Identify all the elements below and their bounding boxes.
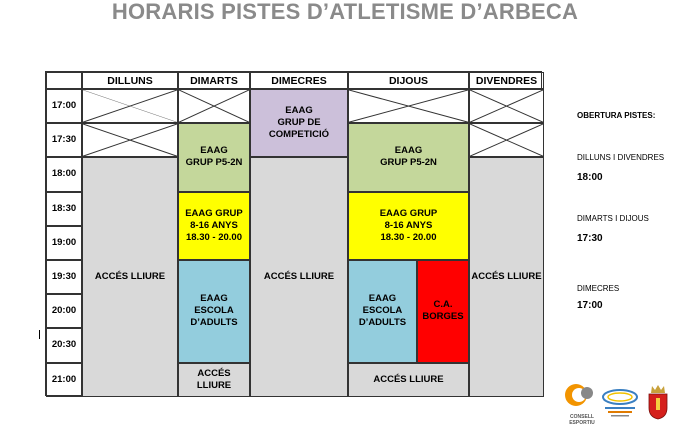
opening-days: DILLUNS I DIVENDRES	[577, 153, 665, 162]
time-label: 17:30	[46, 123, 82, 157]
club-borges-block: C.A. BORGES	[417, 260, 469, 363]
youth-group-block: EAAG GRUP 8-16 ANYS 18.30 - 20.00	[348, 192, 469, 260]
free-access-block: ACCÉS LLIURE	[82, 157, 178, 396]
time-label: 20:30	[46, 328, 82, 362]
free-access-block: ACCÉS LLIURE	[178, 363, 250, 397]
time-label: 19:30	[46, 260, 82, 294]
closed-cell	[82, 123, 178, 157]
adult-school-block: EAAG ESCOLA D’ADULTS	[178, 260, 250, 363]
schedule-table	[45, 71, 542, 396]
free-access-block: ACCÉS LLIURE	[250, 157, 348, 396]
adult-school-block: EAAG ESCOLA D’ADULTS	[348, 260, 417, 363]
time-label: 18:30	[46, 192, 82, 226]
closed-cell	[469, 123, 544, 157]
group-block: EAAG GRUP P5-2N	[178, 123, 250, 191]
closed-cell	[469, 89, 544, 123]
opening-time: 18:00	[577, 172, 603, 183]
dijous-split	[348, 260, 469, 363]
arbeca-garrigues-logo	[600, 388, 640, 418]
time-label: 20:00	[46, 294, 82, 328]
group-block: EAAG GRUP P5-2N	[348, 123, 469, 191]
free-access-block: ACCÉS LLIURE	[469, 157, 544, 396]
day-header: DILLUNS	[82, 72, 178, 89]
opening-heading: OBERTURA PISTES:	[577, 111, 656, 120]
consell-esportiu-logo	[563, 381, 601, 427]
competition-group-block: EAAG GRUP DE COMPETICIÓ	[250, 89, 348, 157]
corner-cell	[46, 72, 82, 89]
opening-days: DIMECRES	[577, 284, 620, 293]
time-label: 21:00	[46, 363, 82, 397]
page-title: HORARIS PISTES D’ATLETISME D’ARBECA	[111, 0, 579, 24]
day-header: DIJOUS	[348, 72, 469, 89]
youth-group-block: EAAG GRUP 8-16 ANYS 18.30 - 20.00	[178, 192, 250, 260]
opening-time: 17:30	[577, 233, 603, 244]
day-header: DIVENDRES	[469, 72, 544, 89]
closed-cell	[82, 89, 178, 123]
text-cursor	[39, 330, 40, 339]
opening-days: DIMARTS I DIJOUS	[577, 214, 649, 223]
free-access-block: ACCÉS LLIURE	[348, 363, 469, 397]
closed-cell	[178, 89, 250, 123]
day-header: DIMECRES	[250, 72, 348, 89]
opening-time: 17:00	[577, 300, 603, 311]
closed-cell	[348, 89, 469, 123]
time-label: 19:00	[46, 226, 82, 260]
consell-logo-text-2: ESPORTIU	[569, 420, 595, 426]
time-label: 17:00	[46, 89, 82, 123]
arbeca-coat-of-arms	[646, 384, 670, 420]
time-label: 18:00	[46, 157, 82, 191]
consell-logo-text: CONSELL	[570, 414, 594, 420]
day-header: DIMARTS	[178, 72, 250, 89]
